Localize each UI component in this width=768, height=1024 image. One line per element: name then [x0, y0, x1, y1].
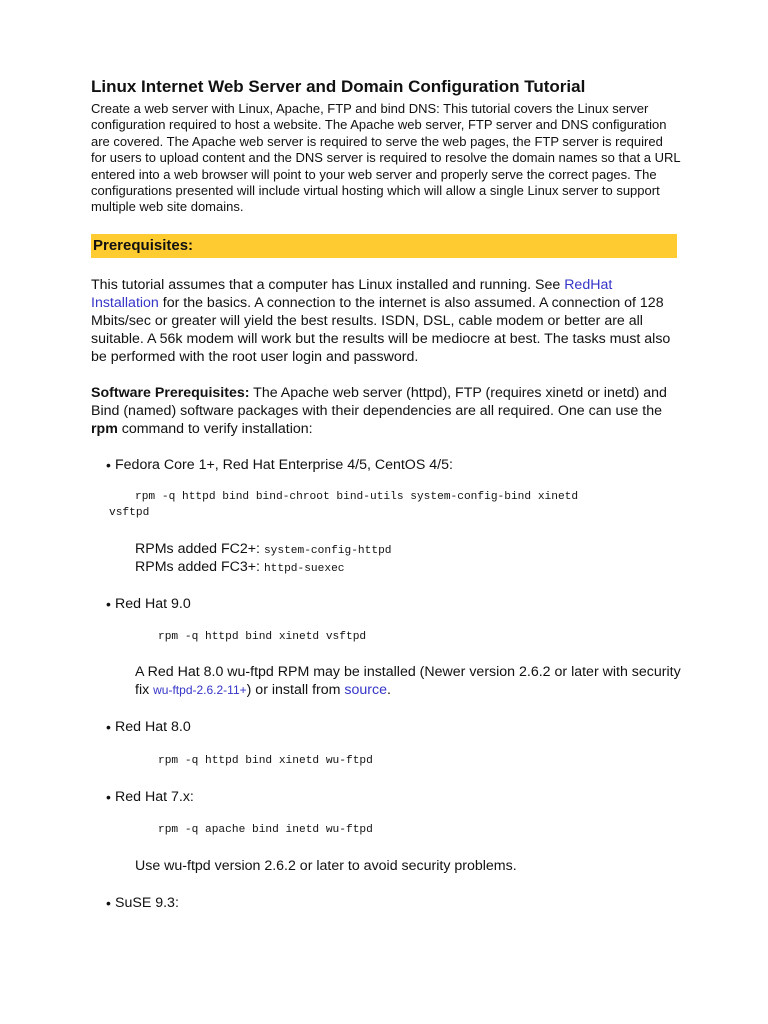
bullet-dot: • [106, 457, 111, 473]
rh9-command: rpm -q httpd bind xinetd vsftpd [158, 631, 367, 643]
fc3-label: RPMs added FC3+: [135, 559, 264, 575]
fedora-command-line-2: vsftpd [109, 507, 150, 519]
rh9-label: Red Hat 9.0 [115, 596, 191, 612]
wu-ftpd-fix-link[interactable]: wu-ftpd-2.6.2-11+ [153, 683, 247, 697]
rh8-label: Red Hat 8.0 [115, 719, 191, 735]
bullet-dot: • [106, 596, 111, 612]
fedora-command-line-1: rpm -q httpd bind bind-chroot bind-utils system-config-bind xinetd [135, 491, 579, 503]
bullet-dot: • [106, 719, 111, 735]
list-item-redhat-7 [106, 788, 194, 806]
fc2-code: system-config-httpd [263, 545, 392, 557]
fc3-rpms-line [135, 558, 345, 578]
software-prerequisites-label: Software Prerequisites: [91, 385, 250, 401]
prerequisites-heading-bar [91, 234, 677, 258]
assumptions-text-end: for the basics. A connection to the internet is also assumed. A connection of 128 Mbits/sec or greater will yield the best results. ISDN, DSL, cable modem or better are all suitable. A 56k modem will work but the results will be mediocre at best. The tasks must also be performed with the root user login and password. [91, 295, 671, 365]
fc2-label: RPMs added FC2+: [135, 541, 264, 557]
redhat-installation-link[interactable]: RedHat Installation [91, 277, 613, 311]
list-item-redhat-8 [106, 718, 191, 736]
page-title: Linux Internet Web Server and Domain Configuration Tutorial [91, 77, 586, 96]
rh9-note-text-1: A Red Hat 8.0 wu-ftpd RPM may be installed (Newer version 2.6.2 or later with security fix [135, 664, 681, 698]
list-item-redhat-9 [106, 595, 191, 613]
rh9-note-text-3: . [387, 682, 391, 698]
rh8-command: rpm -q httpd bind xinetd wu-ftpd [158, 755, 373, 767]
list-item-fedora [106, 456, 453, 474]
assumptions-text-start: This tutorial assumes that a computer has Linux installed and running. See [91, 277, 565, 293]
fedora-label: Fedora Core 1+, Red Hat Enterprise 4/5, CentOS 4/5: [115, 457, 453, 473]
assumptions-paragraph [91, 276, 681, 366]
rpm-command: rpm [91, 421, 118, 437]
rh9-note [135, 663, 681, 699]
bullet-dot: • [106, 895, 111, 911]
suse-label: SuSE 9.3: [115, 895, 179, 911]
rh7-label: Red Hat 7.x: [115, 789, 194, 805]
source-link[interactable]: source [344, 682, 387, 698]
bullet-dot: • [106, 789, 111, 805]
rh9-note-text-2: ) or install from [246, 682, 345, 698]
prerequisites-heading: Prerequisites: [93, 237, 194, 254]
intro-paragraph: Create a web server with Linux, Apache, FTP and bind DNS: This tutorial covers the Linux server configuration required to host a website. The Apache web server, FTP server and DNS configuration are covered. The Apache web server is required to serve the web pages, the FTP server is required for users to upload content and the DNS server is required to resolve the domain names so that a URL entered into a web browser will point to your web server and properly serve the correct pages. The configurations presented will include virtual hosting which will allow a single Linux server to support multiple web site domains. [91, 101, 681, 215]
rh7-note: Use wu-ftpd version 2.6.2 or later to avoid security problems. [135, 858, 517, 874]
fc3-code: httpd-suexec [263, 563, 345, 575]
list-item-suse [106, 894, 179, 912]
software-prereq-text-1: The Apache web server (httpd), FTP (requires xinetd or inetd) and Bind (named) software packages with their dependencies are all required. One can use the [91, 385, 667, 419]
software-prereq-text-2: command to verify installation: [117, 421, 313, 437]
fc2-rpms-line [135, 540, 392, 560]
software-prerequisites-paragraph [91, 384, 681, 438]
rh7-command: rpm -q apache bind inetd wu-ftpd [158, 824, 373, 836]
